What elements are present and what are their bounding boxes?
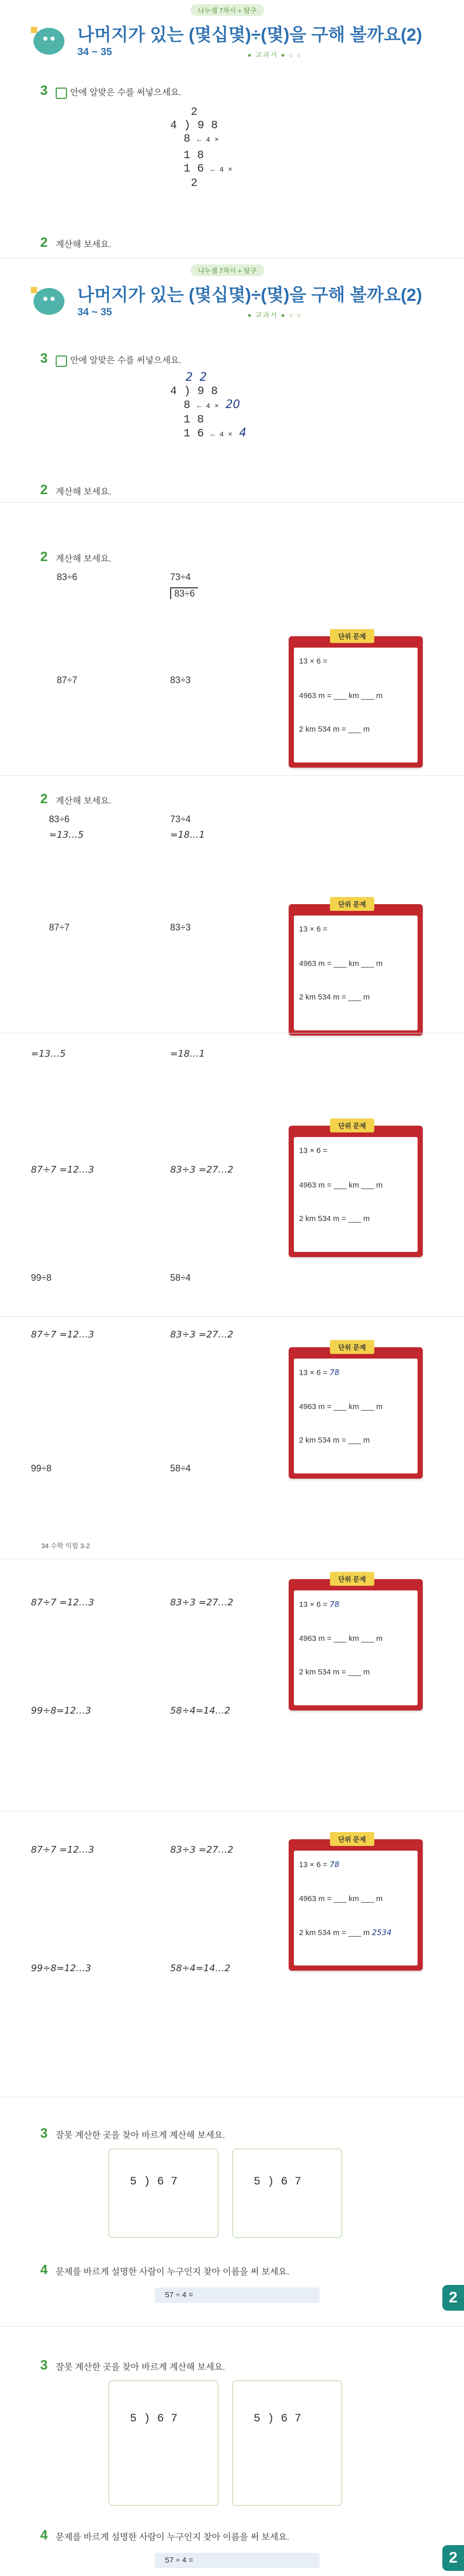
question-number: 3 bbox=[40, 350, 48, 366]
correct-work-card[interactable]: 5 ) 6 7 bbox=[232, 2148, 342, 2238]
unit-quiz-body bbox=[294, 1137, 418, 1252]
unit-quiz-tag: 단위 문제 bbox=[330, 1572, 374, 1586]
lesson-tag: 나누셈 7차시 + 탐구 bbox=[191, 264, 264, 276]
chapter-tab: 2 bbox=[442, 2545, 464, 2571]
lesson-title: 나머지가 있는 (몇십몇)÷(몇)을 구해 볼까요(2) bbox=[77, 285, 422, 305]
unit-quiz-tag: 단위 문제 bbox=[330, 1340, 374, 1354]
problem-2: 73÷4 bbox=[170, 572, 191, 582]
memo-row-1: 13 × 6 = bbox=[299, 925, 328, 934]
textbook-link: ● 교과서 ● ○ ○ bbox=[247, 311, 302, 319]
memo-row-2: 4963 m = ___ km ___ m bbox=[299, 1894, 383, 1903]
hand-answer-3: 87÷7 =12…3 bbox=[31, 1844, 94, 1855]
memo-row-3: 2 km 534 m = ___ m 2534 bbox=[299, 1928, 392, 1937]
question-number: 3 bbox=[40, 82, 48, 98]
hand-answer-5: 99÷8=12…3 bbox=[31, 1705, 91, 1716]
question-number: 4 bbox=[40, 2527, 48, 2543]
unit-quiz-body bbox=[294, 1590, 418, 1705]
unit-quiz-card bbox=[289, 1122, 423, 1257]
mascot-illustration bbox=[26, 21, 72, 57]
unit-quiz-card bbox=[289, 633, 423, 768]
memo-row-3: 2 km 534 m = ___ m bbox=[299, 1214, 370, 1223]
hand-answer-5: 99÷8=12…3 bbox=[31, 1963, 91, 1974]
unit-quiz-card bbox=[289, 901, 423, 1036]
question-number: 2 bbox=[40, 549, 48, 564]
hand-answer-6: 58÷4=14…2 bbox=[170, 1963, 230, 1974]
blank-box-icon bbox=[56, 88, 67, 99]
problem-1: 83÷6 bbox=[57, 572, 77, 582]
answer-bar[interactable]: 57 ÷ 4 = bbox=[155, 2553, 320, 2568]
problem-5: 99÷8 bbox=[31, 1463, 52, 1473]
problem-4: 83÷3 bbox=[170, 922, 191, 933]
hand-answer-2: =18…1 bbox=[170, 829, 205, 840]
unit-quiz-body bbox=[294, 648, 418, 762]
memo-row-2: 4963 m = ___ km ___ m bbox=[299, 1634, 383, 1643]
question-number: 2 bbox=[40, 791, 48, 806]
hand-answer-6: 58÷4=14…2 bbox=[170, 1705, 230, 1716]
unit-quiz-card bbox=[289, 1344, 423, 1479]
page-range: 34 ~ 35 bbox=[77, 46, 112, 58]
memo-row-2: 4963 m = ___ km ___ m bbox=[299, 1402, 383, 1411]
hand-answer-1: =13…5 bbox=[49, 829, 84, 840]
question-text: 계산해 보세요. bbox=[56, 796, 111, 806]
hand-answer-3: 87÷7 =12…3 bbox=[31, 1597, 94, 1608]
memo-row-3: 2 km 534 m = ___ m bbox=[299, 993, 370, 1002]
memo-row-3: 2 km 534 m = ___ m bbox=[299, 1436, 370, 1445]
problem-1-work: 83÷6 bbox=[170, 587, 198, 599]
unit-quiz-card bbox=[289, 1575, 423, 1710]
question-text: 계산해 보세요. bbox=[56, 487, 111, 497]
mascot-illustration bbox=[26, 281, 72, 317]
question-number: 2 bbox=[40, 234, 48, 250]
question-text: 안에 알맞은 수를 써넣으세요. bbox=[56, 85, 181, 99]
unit-quiz-tag: 단위 문제 bbox=[330, 1832, 374, 1846]
hand-answer-4: 83÷3 =27…2 bbox=[170, 1329, 234, 1340]
hand-answer-4: 83÷3 =27…2 bbox=[170, 1844, 234, 1855]
hand-answer-3: 87÷7 =12…3 bbox=[31, 1329, 94, 1340]
question-number: 3 bbox=[40, 2125, 48, 2141]
long-division-1: 2 4 ) 9 8 8 ← 4 × 1 8 1 6 ← 4 × 2 bbox=[170, 106, 233, 190]
memo-row-1: 13 × 6 = 78 bbox=[299, 1600, 340, 1609]
hand-answer-1: =13…5 bbox=[31, 1048, 66, 1059]
lesson-header-2 bbox=[0, 260, 464, 337]
problem-2: 73÷4 bbox=[170, 814, 191, 824]
page-divider bbox=[0, 1558, 464, 1559]
page-divider bbox=[0, 502, 464, 503]
long-division-filled: 2 2 4 ) 9 8 8 ← 4 × 20 1 8 1 6 ← 4 × 4 bbox=[170, 371, 247, 440]
memo-row-2: 4963 m = ___ km ___ m bbox=[299, 959, 383, 968]
memo-row-1: 13 × 6 = bbox=[299, 657, 328, 666]
unit-quiz-tag: 단위 문제 bbox=[330, 897, 374, 911]
unit-quiz-body bbox=[294, 1359, 418, 1473]
memo-row-1: 13 × 6 = bbox=[299, 1146, 328, 1155]
page-range: 34 ~ 35 bbox=[77, 307, 112, 318]
problem-4: 83÷3 bbox=[170, 675, 191, 685]
question-text: 잘못 계산한 곳을 찾아 바르게 계산해 보세요. bbox=[56, 2130, 225, 2140]
unit-quiz-body bbox=[294, 916, 418, 1030]
memo-row-1: 13 × 6 = 78 bbox=[299, 1368, 340, 1377]
footer-left: 34 수학 익힘 3-2 bbox=[41, 1542, 90, 1550]
page-divider bbox=[0, 2326, 464, 2327]
page-divider bbox=[0, 775, 464, 776]
memo-row-2: 4963 m = ___ km ___ m bbox=[299, 1181, 383, 1190]
hand-answer-3: 87÷7 =12…3 bbox=[31, 1164, 94, 1175]
problem-3: 87÷7 bbox=[57, 675, 77, 685]
memo-row-1: 13 × 6 = 78 bbox=[299, 1860, 340, 1869]
hand-answer-2: =18…1 bbox=[170, 1048, 205, 1059]
question-text: 문제를 바르게 설명한 사람이 누구인지 찾아 이름을 써 보세요. bbox=[56, 2532, 290, 2542]
problem-6: 58÷4 bbox=[170, 1273, 191, 1283]
question-number: 3 bbox=[40, 2357, 48, 2372]
question-text: 계산해 보세요. bbox=[56, 240, 111, 249]
lesson-header-1 bbox=[0, 0, 464, 77]
unit-quiz-body bbox=[294, 1851, 418, 1965]
wrong-work-card: 5 ) 6 7 bbox=[108, 2148, 219, 2238]
lesson-title: 나머지가 있는 (몇십몇)÷(몇)을 구해 볼까요(2) bbox=[77, 25, 422, 45]
question-text: 잘못 계산한 곳을 찾아 바르게 계산해 보세요. bbox=[56, 2362, 225, 2372]
hand-answer-4: 83÷3 =27…2 bbox=[170, 1164, 234, 1175]
problem-3: 87÷7 bbox=[49, 922, 70, 933]
textbook-link: ● 교과서 ● ○ ○ bbox=[247, 51, 302, 59]
problem-6: 58÷4 bbox=[170, 1463, 191, 1473]
correct-work-card[interactable]: 5 ) 6 7 bbox=[232, 2380, 342, 2506]
problem-1: 83÷6 bbox=[49, 814, 70, 824]
unit-quiz-card bbox=[289, 1836, 423, 1971]
answer-bar[interactable]: 57 ÷ 4 = bbox=[155, 2287, 320, 2303]
memo-row-3: 2 km 534 m = ___ m bbox=[299, 725, 370, 734]
question-text: 안에 알맞은 수를 써넣으세요. bbox=[56, 353, 181, 367]
problem-5: 99÷8 bbox=[31, 1273, 52, 1283]
question-number: 4 bbox=[40, 2262, 48, 2277]
question-text: 문제를 바르게 설명한 사람이 누구인지 찾아 이름을 써 보세요. bbox=[56, 2267, 290, 2277]
wrong-work-card: 5 ) 6 7 bbox=[108, 2380, 219, 2506]
page-divider bbox=[0, 1316, 464, 1317]
lesson-tag: 나누셈 7차시 + 탐구 bbox=[191, 4, 264, 16]
blank-box-icon bbox=[56, 355, 67, 367]
hand-answer-4: 83÷3 =27…2 bbox=[170, 1597, 234, 1608]
memo-row-2: 4963 m = ___ km ___ m bbox=[299, 691, 383, 700]
chapter-tab: 2 bbox=[442, 2285, 464, 2311]
unit-quiz-tag: 단위 문제 bbox=[330, 1118, 374, 1132]
question-number: 2 bbox=[40, 482, 48, 497]
unit-quiz-tag: 단위 문제 bbox=[330, 629, 374, 643]
memo-row-3: 2 km 534 m = ___ m bbox=[299, 1668, 370, 1676]
question-text: 계산해 보세요. bbox=[56, 554, 111, 564]
